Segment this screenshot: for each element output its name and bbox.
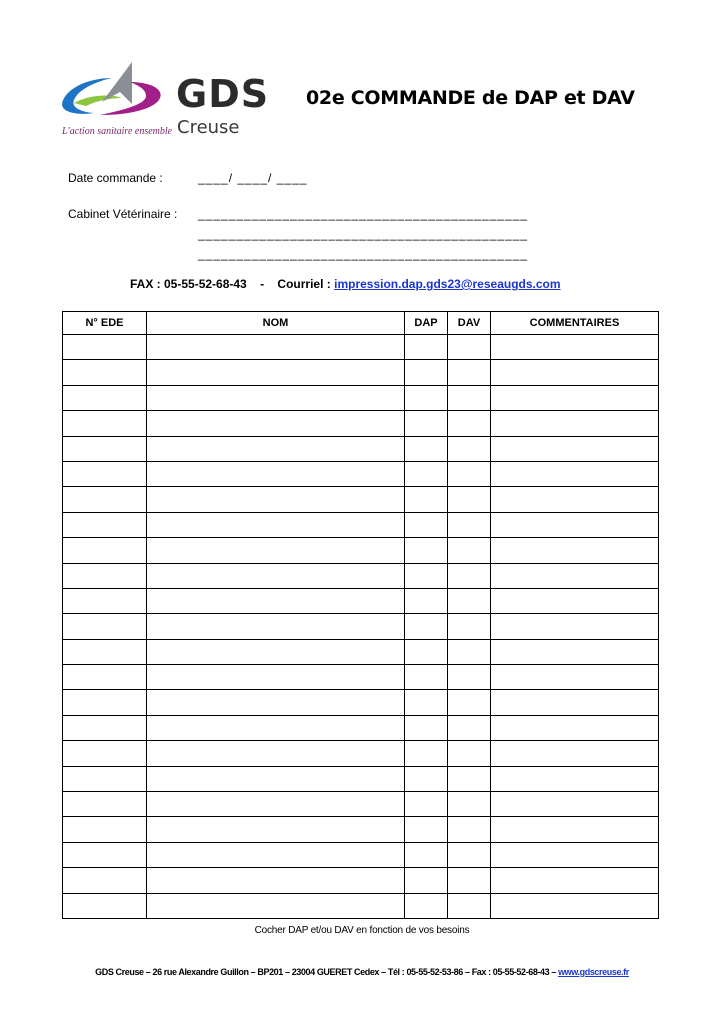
dap-checkbox[interactable] bbox=[405, 411, 448, 436]
dav-checkbox[interactable] bbox=[448, 360, 491, 385]
table-row bbox=[63, 893, 659, 918]
contact-line bbox=[130, 277, 561, 291]
commentaires-cell[interactable] bbox=[491, 335, 659, 360]
dap-checkbox[interactable] bbox=[405, 538, 448, 563]
dav-checkbox[interactable] bbox=[448, 639, 491, 664]
table-row bbox=[63, 792, 659, 817]
ede-cell[interactable] bbox=[63, 360, 147, 385]
dap-checkbox[interactable] bbox=[405, 614, 448, 639]
ede-cell[interactable] bbox=[63, 461, 147, 486]
commentaires-cell[interactable] bbox=[491, 436, 659, 461]
dap-checkbox[interactable] bbox=[405, 360, 448, 385]
order-table bbox=[62, 311, 659, 919]
table-row bbox=[63, 512, 659, 537]
ede-cell[interactable] bbox=[63, 868, 147, 893]
ede-cell[interactable] bbox=[63, 563, 147, 588]
nom-cell[interactable] bbox=[147, 766, 405, 791]
table-row bbox=[63, 868, 659, 893]
ede-cell[interactable] bbox=[63, 893, 147, 918]
commentaires-cell[interactable] bbox=[491, 766, 659, 791]
table-row bbox=[63, 817, 659, 842]
dav-checkbox[interactable] bbox=[448, 817, 491, 842]
dav-checkbox[interactable] bbox=[448, 868, 491, 893]
dap-checkbox[interactable] bbox=[405, 385, 448, 410]
commentaires-cell[interactable] bbox=[491, 588, 659, 613]
cabinet-label: Cabinet Vétérinaire : bbox=[68, 207, 178, 221]
cabinet-line-1[interactable]: ___________________________________________ bbox=[198, 207, 528, 221]
commentaires-cell[interactable] bbox=[491, 563, 659, 588]
nom-cell[interactable] bbox=[147, 639, 405, 664]
ede-cell[interactable] bbox=[63, 335, 147, 360]
logo-tagline: L'action sanitaire ensemble bbox=[62, 126, 173, 137]
nom-cell[interactable] bbox=[147, 665, 405, 690]
dav-checkbox[interactable] bbox=[448, 842, 491, 867]
ede-cell[interactable] bbox=[63, 817, 147, 842]
dav-checkbox[interactable] bbox=[448, 538, 491, 563]
commentaires-cell[interactable] bbox=[491, 411, 659, 436]
table-body bbox=[63, 335, 659, 919]
cabinet-line-3[interactable]: ___________________________________________ bbox=[198, 247, 528, 261]
dav-checkbox[interactable] bbox=[448, 690, 491, 715]
nom-cell[interactable] bbox=[147, 741, 405, 766]
table-row bbox=[63, 360, 659, 385]
table-row bbox=[63, 461, 659, 486]
commentaires-cell[interactable] bbox=[491, 893, 659, 918]
commentaires-cell[interactable] bbox=[491, 385, 659, 410]
nom-cell[interactable] bbox=[147, 335, 405, 360]
ede-cell[interactable] bbox=[63, 487, 147, 512]
commentaires-cell[interactable] bbox=[491, 360, 659, 385]
ede-cell[interactable] bbox=[63, 639, 147, 664]
table-row bbox=[63, 715, 659, 740]
dap-checkbox[interactable] bbox=[405, 715, 448, 740]
nom-cell[interactable] bbox=[147, 817, 405, 842]
dav-checkbox[interactable] bbox=[448, 665, 491, 690]
header-dap: DAP bbox=[405, 312, 448, 335]
dap-checkbox[interactable] bbox=[405, 817, 448, 842]
commentaires-cell[interactable] bbox=[491, 741, 659, 766]
ede-cell[interactable] bbox=[63, 411, 147, 436]
nom-cell[interactable] bbox=[147, 461, 405, 486]
dap-checkbox[interactable] bbox=[405, 512, 448, 537]
instruction-note: Cocher DAP et/ou DAV en fonction de vos besoins bbox=[254, 925, 470, 936]
dav-checkbox[interactable] bbox=[448, 766, 491, 791]
nom-cell[interactable] bbox=[147, 842, 405, 867]
commentaires-cell[interactable] bbox=[491, 792, 659, 817]
commentaires-cell[interactable] bbox=[491, 690, 659, 715]
nom-cell[interactable] bbox=[147, 411, 405, 436]
ede-cell[interactable] bbox=[63, 665, 147, 690]
ede-cell[interactable] bbox=[63, 792, 147, 817]
logo-brand: GDS bbox=[176, 72, 270, 116]
table-row bbox=[63, 588, 659, 613]
dap-checkbox[interactable] bbox=[405, 487, 448, 512]
dap-checkbox[interactable] bbox=[405, 563, 448, 588]
nom-cell[interactable] bbox=[147, 588, 405, 613]
table-row bbox=[63, 766, 659, 791]
dav-checkbox[interactable] bbox=[448, 563, 491, 588]
dap-checkbox[interactable] bbox=[405, 893, 448, 918]
commentaires-cell[interactable] bbox=[491, 512, 659, 537]
logo-subtitle: Creuse bbox=[177, 117, 240, 138]
dav-checkbox[interactable] bbox=[448, 715, 491, 740]
ede-cell[interactable] bbox=[63, 741, 147, 766]
nom-cell[interactable] bbox=[147, 614, 405, 639]
table-row bbox=[63, 563, 659, 588]
dav-checkbox[interactable] bbox=[448, 512, 491, 537]
date-label: Date commande : bbox=[68, 171, 163, 185]
ede-cell[interactable] bbox=[63, 715, 147, 740]
commentaires-cell[interactable] bbox=[491, 868, 659, 893]
dap-checkbox[interactable] bbox=[405, 436, 448, 461]
gds-swoosh-icon bbox=[60, 60, 176, 130]
nom-cell[interactable] bbox=[147, 360, 405, 385]
dap-checkbox[interactable] bbox=[405, 639, 448, 664]
commentaires-cell[interactable] bbox=[491, 461, 659, 486]
commentaires-cell[interactable] bbox=[491, 538, 659, 563]
header-commentaires: COMMENTAIRES bbox=[491, 312, 659, 335]
ede-cell[interactable] bbox=[63, 614, 147, 639]
commentaires-cell[interactable] bbox=[491, 665, 659, 690]
nom-cell[interactable] bbox=[147, 690, 405, 715]
table-row bbox=[63, 665, 659, 690]
nom-cell[interactable] bbox=[147, 512, 405, 537]
ede-cell[interactable] bbox=[63, 588, 147, 613]
date-input[interactable]: ____/ ____/ ____ bbox=[198, 171, 308, 185]
header-ede: N° EDE bbox=[63, 312, 147, 335]
table-row bbox=[63, 385, 659, 410]
table-row bbox=[63, 690, 659, 715]
contact-separator: - bbox=[260, 277, 265, 291]
commentaires-cell[interactable] bbox=[491, 842, 659, 867]
table-row bbox=[63, 487, 659, 512]
nom-cell[interactable] bbox=[147, 868, 405, 893]
ede-cell[interactable] bbox=[63, 436, 147, 461]
email-link[interactable]: impression.dap.gds23@reseaugds.com bbox=[334, 277, 561, 291]
dap-checkbox[interactable] bbox=[405, 588, 448, 613]
dav-checkbox[interactable] bbox=[448, 487, 491, 512]
dap-checkbox[interactable] bbox=[405, 792, 448, 817]
ede-cell[interactable] bbox=[63, 766, 147, 791]
nom-cell[interactable] bbox=[147, 893, 405, 918]
table-row bbox=[63, 842, 659, 867]
header-nom: NOM bbox=[147, 312, 405, 335]
dap-checkbox[interactable] bbox=[405, 868, 448, 893]
table-row bbox=[63, 335, 659, 360]
dav-checkbox[interactable] bbox=[448, 588, 491, 613]
commentaires-cell[interactable] bbox=[491, 639, 659, 664]
courriel-label: Courriel : bbox=[277, 277, 331, 291]
dap-checkbox[interactable] bbox=[405, 690, 448, 715]
dap-checkbox[interactable] bbox=[405, 842, 448, 867]
dap-checkbox[interactable] bbox=[405, 461, 448, 486]
ede-cell[interactable] bbox=[63, 512, 147, 537]
cabinet-line-2[interactable]: ___________________________________________ bbox=[198, 227, 528, 241]
table-row bbox=[63, 741, 659, 766]
commentaires-cell[interactable] bbox=[491, 715, 659, 740]
header-dav: DAV bbox=[448, 312, 491, 335]
website-link[interactable]: www.gdscreuse.fr bbox=[558, 967, 629, 977]
gds-creuse-logo bbox=[60, 60, 290, 146]
ede-cell[interactable] bbox=[63, 538, 147, 563]
dap-checkbox[interactable] bbox=[405, 335, 448, 360]
dav-checkbox[interactable] bbox=[448, 614, 491, 639]
commentaires-cell[interactable] bbox=[491, 487, 659, 512]
nom-cell[interactable] bbox=[147, 715, 405, 740]
dav-checkbox[interactable] bbox=[448, 385, 491, 410]
dap-checkbox[interactable] bbox=[405, 766, 448, 791]
table-header-row bbox=[63, 312, 659, 335]
table-row bbox=[63, 411, 659, 436]
table-row bbox=[63, 538, 659, 563]
nom-cell[interactable] bbox=[147, 487, 405, 512]
dap-checkbox[interactable] bbox=[405, 741, 448, 766]
nom-cell[interactable] bbox=[147, 563, 405, 588]
nom-cell[interactable] bbox=[147, 385, 405, 410]
ede-cell[interactable] bbox=[63, 385, 147, 410]
dav-checkbox[interactable] bbox=[448, 741, 491, 766]
nom-cell[interactable] bbox=[147, 538, 405, 563]
dav-checkbox[interactable] bbox=[448, 411, 491, 436]
commentaires-cell[interactable] bbox=[491, 614, 659, 639]
footer-address: GDS Creuse – 26 rue Alexandre Guillon – BP201 – 23004 GUERET Cedex – Tél : 05-55-52-53-86 – Fax : 05-55-52-68-43 – bbox=[95, 967, 559, 977]
dav-checkbox[interactable] bbox=[448, 792, 491, 817]
document-title: 02e COMMANDE de DAP et DAV bbox=[306, 87, 635, 109]
dav-checkbox[interactable] bbox=[448, 461, 491, 486]
nom-cell[interactable] bbox=[147, 792, 405, 817]
dav-checkbox[interactable] bbox=[448, 436, 491, 461]
ede-cell[interactable] bbox=[63, 690, 147, 715]
table-row bbox=[63, 639, 659, 664]
dav-checkbox[interactable] bbox=[448, 335, 491, 360]
table-row bbox=[63, 436, 659, 461]
fax-number: FAX : 05-55-52-68-43 bbox=[130, 277, 247, 291]
commentaires-cell[interactable] bbox=[491, 817, 659, 842]
dav-checkbox[interactable] bbox=[448, 893, 491, 918]
footer bbox=[0, 967, 724, 977]
ede-cell[interactable] bbox=[63, 842, 147, 867]
nom-cell[interactable] bbox=[147, 436, 405, 461]
dap-checkbox[interactable] bbox=[405, 665, 448, 690]
table-row bbox=[63, 614, 659, 639]
